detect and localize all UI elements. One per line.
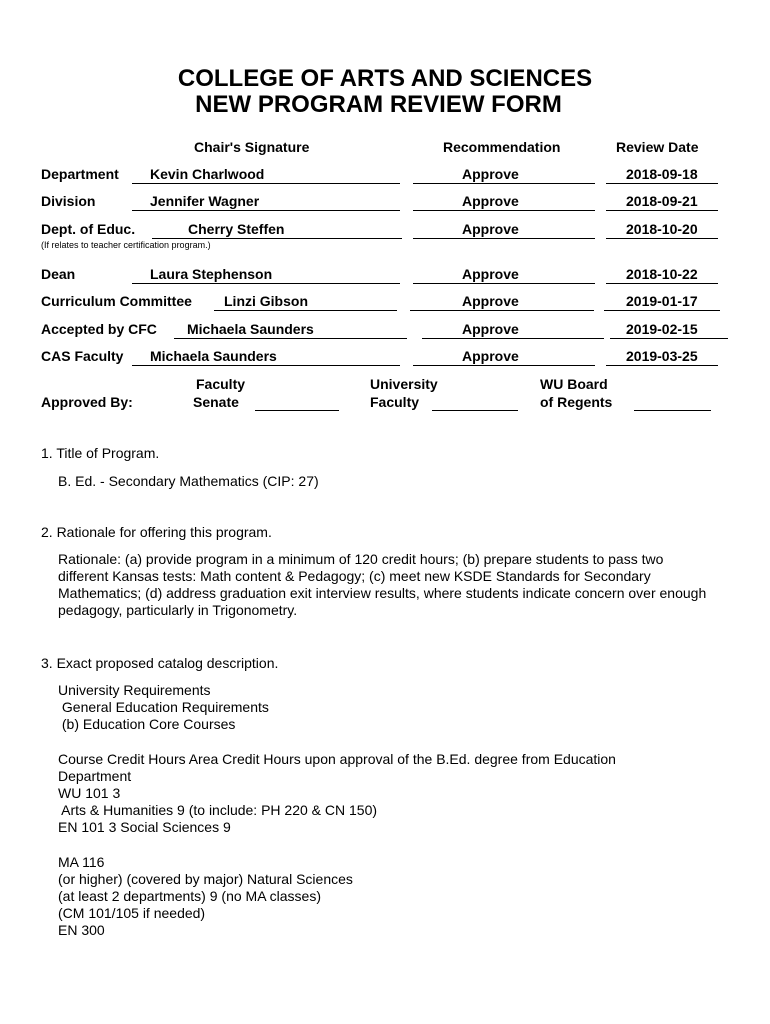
row-label-department: Department [41, 166, 119, 182]
section-1-text: B. Ed. - Secondary Mathematics (CIP: 27) [58, 473, 319, 489]
row-label-dean: Dean [41, 266, 76, 282]
board-of-regents-label-line-1: WU Board [540, 376, 608, 392]
form-title-line-1: COLLEGE OF ARTS AND SCIENCES [177, 65, 593, 92]
catalog-line: Course Credit Hours Area Credit Hours upon approval of the B.Ed. degree from Education [58, 751, 616, 767]
chairs-signature-header: Chair's Signature [194, 139, 310, 155]
catalog-line: (b) Education Core Courses [58, 716, 236, 732]
teacher-certification-note: (If relates to teacher certification program.) [41, 240, 211, 250]
recommendation-field-dept-educ[interactable]: Approve [413, 221, 595, 239]
recommendation-header: Recommendation [443, 139, 561, 155]
form-title-line-2: NEW PROGRAM REVIEW FORM [195, 91, 562, 118]
date-field-cas-faculty[interactable]: 2019-03-25 [606, 348, 718, 366]
date-field-accepted-by-cfc[interactable]: 2019-02-15 [610, 321, 728, 339]
catalog-line: (or higher) (covered by major) Natural Sciences [58, 871, 353, 887]
catalog-line: General Education Requirements [58, 699, 269, 715]
catalog-line: MA 116 [58, 854, 105, 870]
university-faculty-label-line-1: University [370, 376, 438, 392]
row-label-dept-educ: Dept. of Educ. [41, 221, 136, 237]
university-faculty-label-line-2: Faculty [370, 394, 420, 410]
section-2-text: Rationale: (a) provide program in a minimum of 120 credit hours; (b) prepare students to pass two different Kansas tests: Math content & Pedagogy; (c) meet new KSDE Standards for Secondary Mathematics; (d) address graduation exit interview results, where students indicate concern over enough pedagogy, particularly in Trigonometry. [58, 551, 707, 618]
catalog-line: (CM 101/105 if needed) [58, 905, 206, 921]
section-1-heading: 1. Title of Program. [41, 445, 160, 461]
signature-field-division[interactable]: Jennifer Wagner [132, 193, 400, 211]
signature-field-dean[interactable]: Laura Stephenson [132, 266, 400, 284]
section-3-heading: 3. Exact proposed catalog description. [41, 655, 279, 671]
section-2-heading: 2. Rationale for offering this program. [41, 524, 272, 540]
approved-by-label: Approved By: [41, 394, 133, 410]
catalog-line: Department [58, 768, 132, 784]
date-field-division[interactable]: 2018-09-21 [606, 193, 718, 211]
catalog-line: EN 300 [58, 922, 105, 938]
date-field-dean[interactable]: 2018-10-22 [606, 266, 718, 284]
date-field-curriculum-committee[interactable]: 2019-01-17 [604, 293, 720, 311]
date-field-dept-educ[interactable]: 2018-10-20 [606, 221, 718, 239]
signature-field-curriculum-committee[interactable]: Linzi Gibson [214, 293, 397, 311]
recommendation-field-curriculum-committee[interactable]: Approve [410, 293, 594, 311]
catalog-line: University Requirements [58, 682, 211, 698]
signature-field-cas-faculty[interactable]: Michaela Saunders [132, 348, 400, 366]
row-label-cas-faculty: CAS Faculty [41, 348, 124, 364]
review-date-header: Review Date [616, 139, 699, 155]
recommendation-field-dean[interactable]: Approve [413, 266, 595, 284]
recommendation-field-accepted-by-cfc[interactable]: Approve [422, 321, 604, 339]
catalog-line: EN 101 3 Social Sciences 9 [58, 819, 231, 835]
faculty-senate-label-line-2: Senate [193, 394, 239, 410]
university-faculty-signature-line[interactable] [432, 396, 518, 411]
signature-field-department[interactable]: Kevin Charlwood [132, 166, 400, 184]
board-of-regents-signature-line[interactable] [634, 396, 711, 411]
date-field-department[interactable]: 2018-09-18 [606, 166, 718, 184]
row-label-division: Division [41, 193, 96, 209]
catalog-block-a [58, 682, 269, 733]
row-label-curriculum-committee: Curriculum Committee [41, 293, 192, 309]
catalog-line: Arts & Humanities 9 (to include: PH 220 & CN 150) [58, 802, 378, 818]
recommendation-field-department[interactable]: Approve [413, 166, 595, 184]
signature-field-dept-educ[interactable]: Cherry Steffen [152, 221, 402, 239]
catalog-block-c [58, 854, 353, 939]
row-label-accepted-by-cfc: Accepted by CFC [41, 321, 157, 337]
catalog-line: WU 101 3 [58, 785, 121, 801]
faculty-senate-signature-line[interactable] [255, 396, 339, 411]
catalog-block-b [58, 751, 616, 836]
recommendation-field-division[interactable]: Approve [413, 193, 595, 211]
faculty-senate-label-line-1: Faculty [196, 376, 246, 392]
catalog-line: (at least 2 departments) 9 (no MA classes) [58, 888, 321, 904]
board-of-regents-label-line-2: of Regents [540, 394, 613, 410]
signature-field-accepted-by-cfc[interactable]: Michaela Saunders [174, 321, 407, 339]
recommendation-field-cas-faculty[interactable]: Approve [413, 348, 595, 366]
